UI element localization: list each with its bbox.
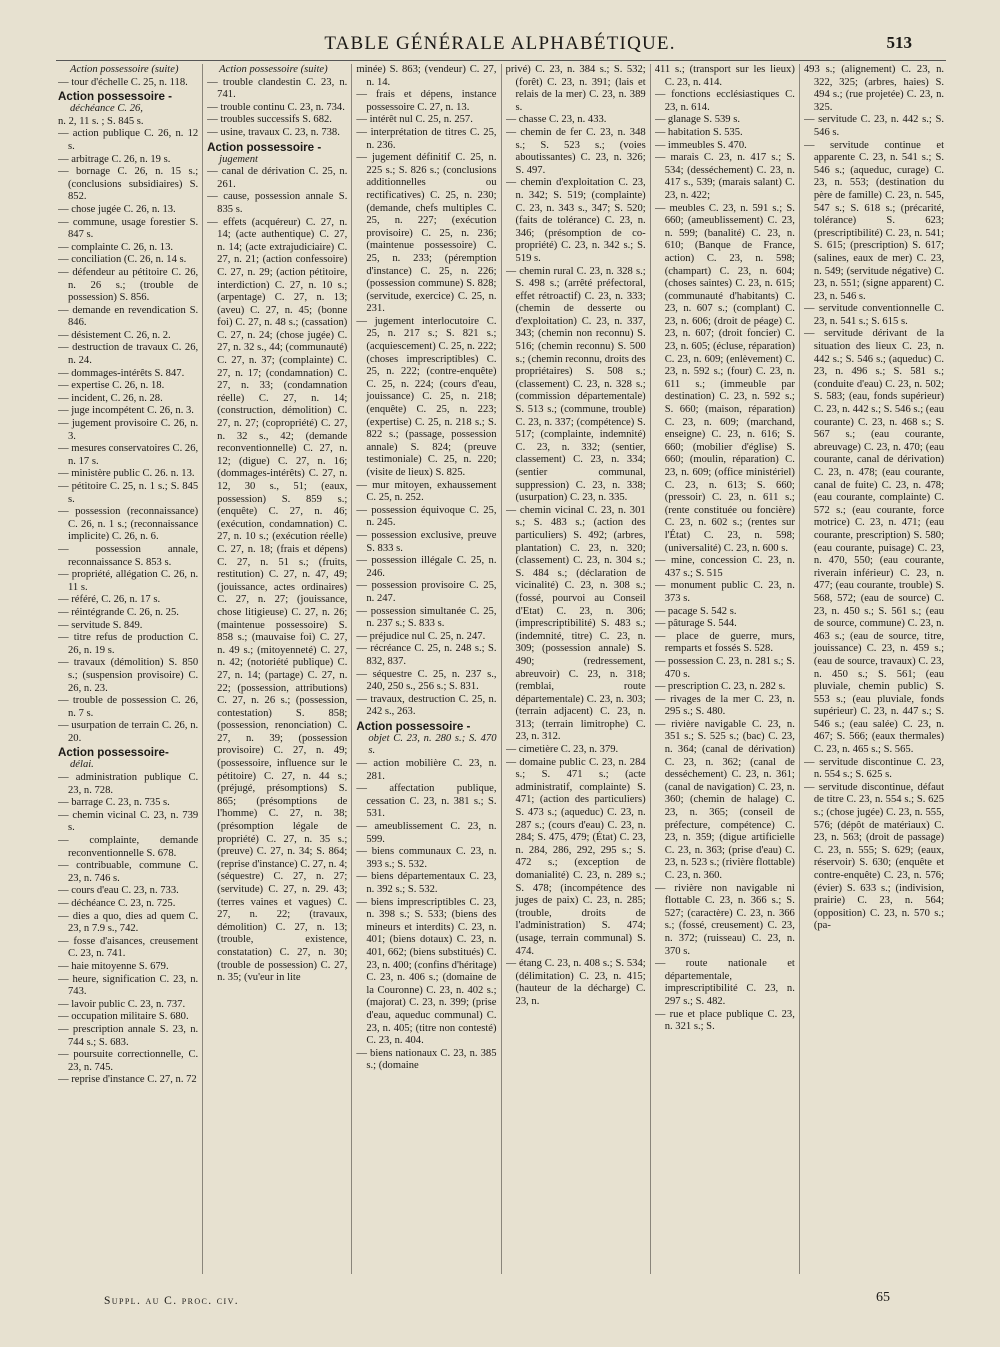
index-entry: — titre refus de production C. 26, n. 19 s.: [58, 632, 199, 656]
index-entry: — trouble de possession C. 26, n. 7 s.: [58, 695, 199, 719]
index-entry: — expertise C. 26, n. 18.: [58, 380, 165, 392]
index-entry: — possession (reconnaissance) C. 26, n. 1 s.; (reconnaissance implicite) C. 26, n. 6.: [58, 506, 199, 543]
index-subheading: Action possessoire (suite): [70, 64, 179, 75]
index-entry: — troubles successifs S. 682.: [207, 114, 332, 126]
index-entry: — marais C. 23, n. 417 s.; S. 534; (desséchement) C. 23, n. 417 s., 539; (marais salant) C. 23, n. 422;: [654, 152, 795, 201]
index-entry: — contribuable, commune C. 23, n. 746 s.: [58, 860, 199, 884]
index-subheading: déchéance C. 26,: [70, 103, 143, 115]
index-entry: — mine, concession C. 23, n. 437 s.; S. 515: [654, 555, 795, 579]
index-entry: — biens communaux C. 23, n. 393 s.; S. 532.: [356, 846, 497, 870]
index-entry: — jugement provisoire C. 26, n. 3.: [58, 418, 199, 442]
index-entry: — occupation militaire S. 680.: [58, 1011, 189, 1023]
index-entry: — chasse C. 23, n. 433.: [505, 114, 607, 126]
index-entry: — trouble continu C. 23, n. 734.: [207, 101, 345, 113]
index-entry: — domaine public C. 23, n. 284 s.; S. 471 s.; (acte administratif, complainte) S. 471; (action des particuliers) S. 473 s.; (aqueduc) C. 23, n. 287 s.; (cours d'eau) C. 23, n. 284; S. 475, 479; (État) C. 23, n. 284, 286, 292, 295 s.; S. 472 s.; (exception de domanialité) C. 23, n. 289 s.; S. 478; (incompétence des juges de paix) C. 23, n. 285; (trouble, droits de l'administration) S. 474; (usage, terrain communal) S. 474.: [505, 756, 646, 957]
index-column-3: [356, 64, 501, 1274]
index-entry: — conciliation (C. 26, n. 14 s.: [58, 254, 187, 266]
index-entry: — servitude S. 849.: [58, 619, 143, 631]
index-entry: — rivière non navigable ni flottable C. 23, n. 366 s.; S. 527; (caractère) C. 23, n. 366 s.; (fossé, creusement) C. 23, n. 372; (ruisseau) C. 23, n. 370 s.: [654, 882, 795, 957]
index-entry: — possession annale, reconnaissance S. 853 s.: [58, 543, 199, 568]
index-entry: — lavoir public C. 23, n. 737.: [58, 998, 186, 1010]
index-entry: — effets (acquéreur) C. 27, n. 14; (acte authentique) C. 27, n. 14; (acte extrajudiciaire) C. 27, n. 21; (action confessoire) C. 27, n. 29; (action pétitoire, interdiction) C. 27, n. 10 s.; (arpentage) C. 27, n. 13; (aveu) C. 27, n. 45; (bonne foi) C. 27, n. 48 s.; (cassation) C. 27, n. 24; (chose jugée) C. 27, n. 32 s., 44; (communauté) C. 27, n. 37; (complainte) C. 27, n. 17; (condamnation) C. 27, n. 33; (condamnation réelle) C. 27, n. 14; (construction, démolition) C. 27, n. 27; (copropriété) C. 27, n. 32 s., 42; (demande reconventionnelle) C. 27, n. 12; (digue) C. 27, n. 16; (dommages-intérêts) C. 27, n. 12, 30 s., 51; (eaux, possession) S. 859 s.; (enquête) C. 27, n. 46; (exécution, condamnation) C. 27, n. 10 s.; (exécution réelle) C. 27, n. 18; (frais et dépens) C. 27, n. 51 s.; (fruits, restitution) C. 27, n. 47, 49; (jouissance, actes ordinaires) C. 27, n. 27; (jouissance, chose litigieuse) C. 27, n. 26; (maintenue possessoire) S. 858 s.; (mauvaise foi) C. 27, n. 49 s.; (mitoyenneté) C. 27, n. 42; (notoriété publique) C. 27, n. 14; (partage) C. 27, n. 22; (possession, attributions) C. 27, n. 26 s.; (possession, contestation) S. 858; (possession, renonciation) C. 27, n. 39; (possession provisoire) C. 27, n. 49; (possessoire, influence sur le pétitoire) C. 27, n. 44 s.; (préjugé, présomptions) S. 865; (présomptions de l'homme) C. 27, n. 38; (présomption légale de propriété) C. 27, n. 35 s.; (preuve) C. 27, n. 34; S. 864; (reprise d'instance) C. 27, n. 4; (séquestre) C. 27, n. 27; (servitude) C. 27, n. 29. 43; (terres vaines et vagues) C. 27, n. 22; (travaux, démolition) C. 27, n. 13; (trouble, existence, constatation) C. 27, n. 30; (trouble de possession) C. 27, n. 35; (vu'eur in lite: [207, 216, 348, 984]
index-entry: — fosse d'aisances, creusement C. 23, n. 741.: [58, 935, 199, 960]
index-entry: — action mobilière C. 23, n. 281.: [356, 758, 497, 782]
index-entry: — biens imprescriptibles C. 23, n. 398 s.; S. 533; (biens des mineurs et interdits) C. 23, n. 401; (biens dotaux) C. 23, n. 401, 662; (biens substitués) C. 23, n. 400; (confins d'héritage) C. 23, n. 406 s.; (domaine de la Couronne) C. 23, n. 402 s.; (majorat) C. 23, n. 399; (prise d'eau, aqueduc communal) C. 23, n. 405; (titre non contesté) C. 23, n. 404.: [356, 896, 497, 1047]
index-column-5: [655, 64, 800, 1274]
index-entry: — biens nationaux C. 23, n. 385 s.; (domaine: [356, 1047, 497, 1072]
index-entry: — affectation publique, cessation C. 23, n. 381 s.; S. 531.: [356, 783, 497, 820]
index-entry: — prescription C. 23, n. 282 s.: [654, 681, 786, 693]
index-heading: Action possessoire -: [58, 90, 173, 104]
index-entry: — intérêt nul C. 25, n. 257.: [356, 114, 473, 126]
index-entry: — possession provisoire C. 25, n. 247.: [356, 580, 497, 604]
index-entry: minée) S. 863; (vendeur) C. 27, n. 14.: [356, 64, 497, 88]
index-entry: — déchéance C. 23, n. 725.: [58, 898, 176, 909]
index-column-1: [58, 64, 203, 1274]
index-entry: — tour d'échelle C. 25, n. 118.: [58, 76, 188, 88]
index-entry: — réintégrande C. 26, n. 25.: [58, 606, 179, 618]
index-entry: — désistement C. 26, n. 2.: [58, 329, 171, 341]
index-entry: — barrage C. 23, n. 735 s.: [58, 797, 170, 809]
index-entry: — servitude dérivant de la situation des lieux C. 23, n. 442 s.; S. 546 s.; (aqueduc) C. 23, n. 496 s.; S. 581 s.; (conduite d'eau) C. 23, n. 502; S. 583; (eau, fonds supérieur) C. 23, n. 442 s.; S. 546 s.; (eau courante) C. 23, n. 468 s.; S. 567 s.; (eau courante, abreuvage) C. 23, n. 470; (eau courante, canal de dérivation) C. 23, n. 478; (eau courante, canal de fuite) C. 23, n. 478; (eau courante, complainte) C. 572 s.; (eau courante, force motrice) C. 23, n. 471; (eau courante, prescription) S. 580; (eau courante, puisage) C. 23, n. 470, 550; (eau courante, riverain inférieur) C. 23, n. 477; (eau courante, trouble) S. 568, 572; (eau de source) C. 23, n. 450 s.; S. 561 s.; (eau de source, commune) C. 23, n. 463 s.; (eau de source, titre, jouissance) C. 23, n. 459 s.; (eau de source, travaux) C. 23, n. 450 s.; S. 561; (eau pluviale, chemin public) S. 553 s.; (eau pluviale, fonds supérieur) C. 23, n. 447 s.; S. 546 s.; (eau salée) C. 23, n. 467; S. 566; (eaux thermales) C. 23, n. 465 s.; S. 565.: [803, 328, 945, 756]
index-entry: — trouble clandestin C. 23, n. 741.: [207, 76, 348, 101]
index-entry: — juge incompétent C. 26, n. 3.: [58, 405, 194, 417]
index-column-2: [207, 64, 352, 1274]
index-entry: — glanage S. 539 s.: [654, 114, 741, 126]
index-entry: — étang C. 23, n. 408 s.; S. 534; (délimitation) C. 23, n. 415; (hauteur de la décharge) C. 23, n.: [505, 958, 646, 1007]
index-entry: — arbitrage C. 26, n. 19 s.: [58, 153, 171, 165]
index-entry: — immeubles S. 470.: [654, 139, 747, 151]
index-entry: — préjudice nul C. 25, n. 247.: [356, 630, 486, 642]
index-entry: — propriété, allégation C. 26, n. 11 s.: [58, 569, 199, 593]
index-entry: — complainte C. 26, n. 13.: [58, 241, 174, 253]
index-entry: — action publique C. 26, n. 12 s.: [58, 128, 199, 152]
index-entry: — pétitoire C. 25, n. 1 s.; S. 845 s.: [58, 481, 199, 505]
index-entry: — possession simultanée C. 25, n. 237 s.; S. 833 s.: [356, 605, 497, 630]
index-columns: [58, 64, 948, 1274]
index-entry: — récréance C. 25, n. 248 s.; S. 832, 837.: [356, 643, 497, 667]
index-entry: — chemin vicinal C. 23, n. 739 s.: [58, 809, 199, 834]
index-entry: — complainte, demande reconventionnelle S. 678.: [58, 835, 199, 859]
index-subheading: délai.: [70, 759, 94, 771]
index-entry: — reprise d'instance C. 27, n. 72: [58, 1074, 197, 1086]
index-entry: — meubles C. 23, n. 591 s.; S. 660; (ameublissement) C. 23, n. 599; (banalité) C. 23, n. 610; (Banque de France, action) C. 23, n. 598; (champart) C. 23, n. 604; (choses saintes) C. 23, n. 615; (communauté d'habitants) C. 23, n. 607 s.; (complant) C. 23, n. 606; (droit de péage) C. 23, n. 607; (droit foncier) C. 23, n. 605; (écluse, réparation) C. 23, n. 609; (enlèvement) C. 23, n. 592 s.; (four) C. 23, n. 611 s.; (immeuble par destination) C. 23, n. 592 s.; S. 660; (maison, réparation) C. 23, n. 609; (marchand, enseigne) C. 23, n. 616; S. 660; (mobilier d'église) S. 660; (moulin, réparation) C. 23, n. 609; (office ministériel) C. 23, n. 613; S. 660; (pressoir) C. 23, n. 611 s.; (rente constituée ou foncière) C. 23, n. 602 s.; (rentes sur l'État) C. 23, n. 598; (universalité) C. 23, n. 600 s.: [654, 202, 795, 554]
index-entry: — commune, usage forestier S. 847 s.: [58, 216, 199, 241]
index-entry: — possession C. 23, n. 281 s.; S. 470 s.: [654, 655, 795, 680]
index-subheading: jugement: [219, 153, 259, 165]
index-entry: — cours d'eau C. 23, n. 733.: [58, 885, 179, 897]
index-entry: — pacage S. 542 s.: [654, 605, 737, 617]
index-entry: — pâturage S. 544.: [654, 618, 737, 630]
index-subheading: objet C. 23, n. 280 s.; S. 470 s.: [368, 732, 497, 757]
index-entry: — servitude discontinue C. 23, n. 554 s.; S. 625 s.: [803, 756, 945, 781]
index-entry: — servitude C. 23, n. 442 s.; S. 546 s.: [803, 114, 945, 138]
index-entry: — route nationale et départementale, imprescriptibilité C. 23, n. 297 s.; S. 482.: [654, 958, 795, 1007]
index-entry: — cause, possession annale S. 835 s.: [207, 191, 348, 215]
index-entry: — demande en revendication S. 846.: [58, 304, 199, 329]
signature-mark: 65: [876, 1290, 890, 1305]
page-number: 513: [886, 33, 912, 52]
index-entry: — chemin vicinal C. 23, n. 301 s.; S. 483 s.; (action des particuliers) S. 492; (arbres, plantation) C. 23, n. 320; (classement) C. 23, n. 304 s.; S. 484 s.; (déclaration de vicinalité) C. 23, n. 308 s.; (fossé, pourvoi au Conseil d'Etat) C. 23, n. 306; (imprescriptibilité) S. 483 s.; (indemnité, titre) C. 23, n. 309; (possession annale) S. 490; (redressement, abreuvoir) C. 23, n. 318; (remblai, route départementale) C. 23, n. 303; (terrain adjacent) C. 23, n. 313; (terrain limitrophe) C. 23, n. 312.: [505, 504, 646, 743]
index-entry: — place de guerre, murs, remparts et fossés S. 528.: [654, 630, 795, 655]
index-entry: — incident, C. 26, n. 28.: [58, 392, 163, 404]
index-entry: — usurpation de terrain C. 26, n. 20.: [58, 720, 199, 744]
index-subheading: Action possessoire (suite): [219, 64, 328, 75]
index-entry: — travaux (démolition) S. 850 s.; (suspension provisoire) C. 26, n. 23.: [58, 657, 199, 694]
index-entry: — haie mitoyenne S. 679.: [58, 960, 169, 972]
index-entry: — servitude continue et apparente C. 23, n. 541 s.; S. 546 s.; (aqueduc, curage) C. 23, n. 553; (destination du père de famille) C. 23, n. 545, 547 s.; S. 618 s.; (précarité, tolérance) S. 623; (prescriptibilité) C. 23, n. 541; S. 615; (prescription) S. 617; (salines, eaux de mer) C. 23, n. 549; (servitude négative) C. 23, n. 551; (signe apparent) C. 23, n. 546 s.: [803, 139, 945, 302]
index-entry: privé) C. 23, n. 384 s.; S. 532; (forêt) C. 23, n. 391; (lais et relais de la mer) C. 23, n. 389 s.: [505, 64, 646, 113]
index-entry: — biens départementaux C. 23, n. 392 s.; S. 532.: [356, 871, 497, 895]
index-entry: — chose jugée C. 26, n. 13.: [58, 203, 176, 215]
index-entry: — chemin rural C. 23, n. 328 s.; S. 498 s.; (arrêté préfectoral, effet rétroactif) C. 23, n. 333; (chemin de desserte ou d'exploitation) C. 23, n. 337, 343; (chemin non reconnu) S. 516; (chemin reconnu) S. 500 s.; (chemin reconnu, droits des propriétaires) S. 508 s.; (classement) C. 23, n. 328 s.; (commission départementale) S. 513 s.; (commune, trouble) C. 23, n. 337; (compétence) S. 517; (complainte, indemnité) C. 23, n. 332; (sentier, classement) C. 23, n. 334; (sentier communal, suppression) C. 23, n. 338; (usurpation) C. 23, n. 335.: [505, 265, 646, 504]
index-column-6: [804, 64, 948, 1274]
index-entry: — travaux, destruction C. 25, n. 242 s., 263.: [356, 693, 497, 718]
index-entry: — bornage C. 26, n. 15 s.; (conclusions subsidiaires) S. 852.: [58, 166, 199, 203]
index-entry: — rivière navigable C. 23, n. 351 s.; S. 525 s.; (bac) C. 23, n. 364; (canal de dérivation) C. 23, n. 362; (canal de desséchement) C. 23, n. 361; (canal de navigation) C. 23, n. 360; (chemin de halage) C. 23, n. 365; (conseil de préfecture, compétence) C. 23, n. 359; (digue artificielle C. 23, n. 363; (prise d'eau) C. 23, n. 523 s.; (rivière flottable) C. 23, n. 360.: [654, 718, 795, 881]
header-rule: [56, 60, 946, 61]
index-entry: — interprétation de titres C. 25, n. 236.: [356, 126, 497, 151]
index-entry: — chemin d'exploitation C. 23, n. 342; S. 519; (complainte) C. 23, n. 343 s., 347; S. 520; (faits de tolérance) C. 23, n. 346; (présomption de co-propriété) C. 23, n. 342 s.; S. 519 s.: [505, 177, 646, 264]
index-entry: — prescription annale S. 23, n. 744 s.; S. 683.: [58, 1023, 199, 1048]
index-entry: — monument public C. 23, n. 373 s.: [654, 580, 795, 604]
index-entry: — rue et place publique C. 23, n. 321 s.; S.: [654, 1008, 795, 1033]
index-entry: — dies a quo, dies ad quem C. 23, n 7.9 s., 742.: [58, 910, 199, 935]
index-entry: — fonctions ecclésiastiques C. 23, n. 614.: [654, 89, 795, 113]
index-entry: 411 s.; (transport sur les lieux) C. 23, n. 414.: [654, 64, 795, 88]
index-column-4: [506, 64, 651, 1274]
index-entry: — servitude discontinue, défaut de titre C. 23, n. 554 s.; S. 625 s.; (chose jugée) C. 23, n. 555, 576; (dépôt de matériaux) C. 23, n. 563; (droit de passage) C. 23, n. 555; S. 629; (eaux, réservoir) S. 630; (enquête et contre-enquête) C. 23, n. 576; (évier) S. 633 s.; (indivision, prairie) C. 23, n. 564; (opposition) C. 23, n. 570 s.; (pa-: [803, 781, 945, 932]
index-entry: — possession illégale C. 25, n. 246.: [356, 555, 497, 579]
index-entry: — habitation S. 535.: [654, 126, 743, 138]
index-entry: — ameublissement C. 23, n. 599.: [356, 821, 497, 845]
index-entry: — chemin de fer C. 23, n. 348 s.; S. 523 s.; (voies aboutissantes) C. 23, n. 326; S. 497.: [505, 126, 646, 176]
index-entry: — canal de dérivation C. 25, n. 261.: [207, 166, 348, 190]
index-entry: n. 2, 11 s. ; S. 845 s.: [58, 115, 144, 127]
index-entry: — référé, C. 26, n. 17 s.: [58, 594, 161, 606]
index-entry: — séquestre C. 25, n. 237 s., 240, 250 s., 256 s.; S. 831.: [356, 668, 497, 693]
index-entry: — jugement définitif C. 25, n. 225 s.; S. 826 s.; (conclusions additionnelles ou rectificatives) C. 25, n. 230; (demande, chefs multiples C. 25, n. 227; (exécution provisoire) C. 25, n. 236; (maintenue possessoire) C. 25, n. 233; (péremption d'instance) C. 25, n. 226; (possession commune) S. 828; (servitude, exercice) C. 25, n. 231.: [356, 152, 497, 315]
running-title: TABLE GÉNÉRALE ALPHABÉTIQUE.: [324, 33, 676, 54]
index-entry: — possession exclusive, preuve S. 833 s.: [356, 529, 497, 554]
index-entry: — poursuite correctionnelle, C. 23, n. 745.: [58, 1049, 199, 1073]
index-entry: — rivages de la mer C. 23, n. 295 s.; S. 480.: [654, 693, 795, 718]
index-entry: 493 s.; (alignement) C. 23, n. 322, 325; (arbres, haies) S. 494 s.; (rue projetée) C. 23, n. 325.: [803, 64, 945, 113]
index-entry: — défendeur au pétitoire C. 26, n. 26 s.; (trouble de possession) S. 856.: [58, 266, 199, 304]
index-heading: Action possessoire-: [58, 746, 169, 760]
index-entry: — jugement interlocutoire C. 25, n. 217 s.; S. 821 s.; (acquiescement) C. 25, n. 222; (choses imprescriptibles) C. 25, n. 222; (contre-enquête) C. 25, n. 224; (cours d'eau, jouissance) C. 25, n. 218; (enquête) C. 25, n. 223; (expertise) C. 25, n. 218 s.; S. 822 s.; (passage, possession annale) S. 824; (preuve testimoniale) C. 25, n. 220; (visite de lieux) S. 825.: [356, 315, 497, 478]
index-entry: — heure, signification C. 23, n. 743.: [58, 973, 199, 998]
index-entry: — servitude conventionnelle C. 23, n. 541 s.; S. 615 s.: [803, 303, 945, 327]
index-heading: Action possessoire -: [207, 140, 322, 154]
index-heading: Action possessoire -: [356, 719, 471, 733]
index-entry: — destruction de travaux C. 26, n. 24.: [58, 342, 199, 367]
index-entry: — cimetière C. 23, n. 379.: [505, 744, 619, 756]
index-entry: — usine, travaux C. 23, n. 738.: [207, 126, 340, 138]
index-entry: — mur mitoyen, exhaussement C. 25, n. 252.: [356, 479, 497, 504]
index-entry: — possession équivoque C. 25, n. 245.: [356, 504, 497, 529]
index-entry: — frais et dépens, instance possessoire C. 27, n. 13.: [356, 89, 497, 113]
index-entry: — dommages-intérêts S. 847.: [58, 367, 185, 379]
index-entry: — mesures conservatoires C. 26, n. 17 s.: [58, 443, 199, 467]
footer-volume-title: Suppl. au C. proc. civ.: [104, 1295, 240, 1307]
index-entry: — ministère public C. 26. n. 13.: [58, 468, 195, 480]
index-entry: — administration publique C. 23, n. 728.: [58, 772, 199, 796]
